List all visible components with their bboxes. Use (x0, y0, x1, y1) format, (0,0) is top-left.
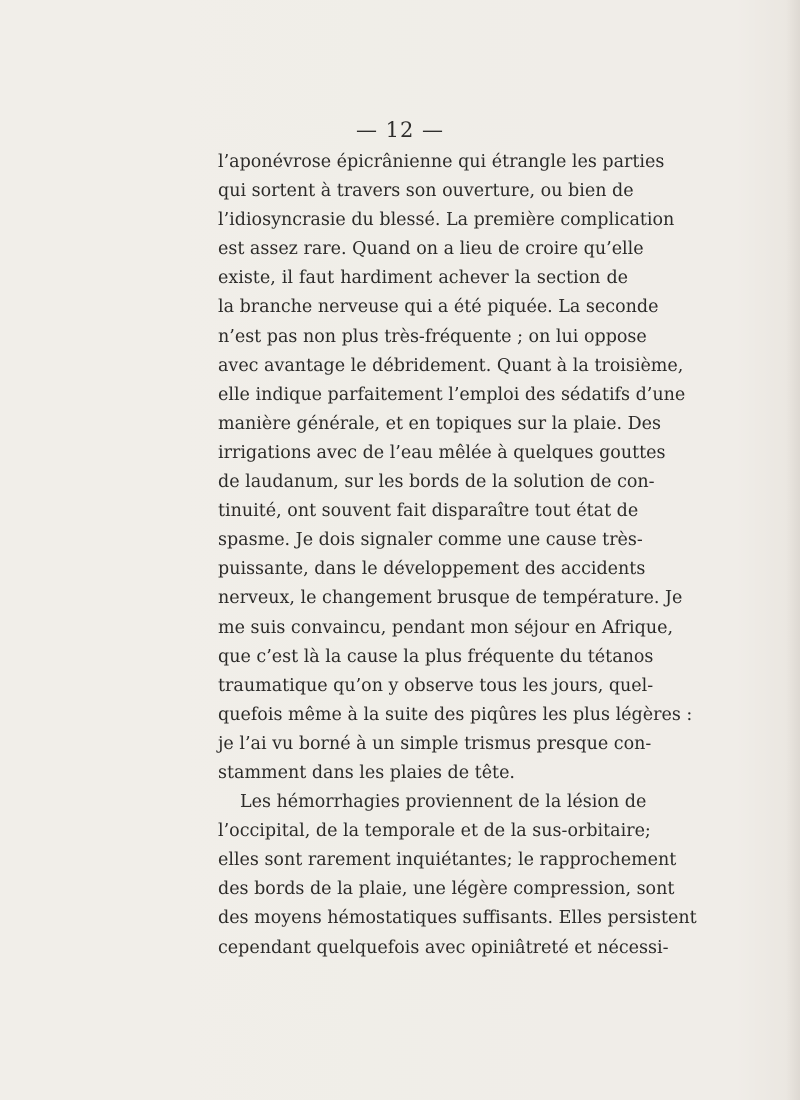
text-line: Les hémorrhagies proviennent de la lésion de (240, 792, 647, 813)
text-line: de laudanum, sur les bords de la solution de con- (218, 472, 655, 493)
text-line: stamment dans les plaies de tête. (218, 762, 515, 783)
text-line: la branche nerveuse qui a été piquée. La seconde (218, 297, 659, 318)
text-line: je l’ai vu borné à un simple trismus presque con- (218, 733, 652, 754)
text-line: des moyens hémostatiques suffisants. Elles persistent (218, 908, 697, 929)
text-line: avec avantage le débridement. Quant à la troisième, (218, 355, 684, 376)
text-line: n’est pas non plus très-fréquente ; on lui oppose (218, 326, 647, 347)
text-line: irrigations avec de l’eau mêlée à quelques gouttes (218, 442, 666, 463)
text-line: l’idiosyncrasie du blessé. La première complication (218, 210, 675, 231)
text-line: est assez rare. Quand on a lieu de croire qu’elle (218, 239, 644, 260)
text-line: spasme. Je dois signaler comme une cause très- (218, 530, 643, 551)
page-number: — 12 — (355, 118, 445, 142)
text-line: que c’est là la cause la plus fréquente du tétanos (218, 646, 654, 667)
text-line: elles sont rarement inquiétantes; le rapprochement (218, 850, 677, 871)
text-line: elle indique parfaitement l’emploi des sédatifs d’une (218, 384, 686, 405)
text-line: nerveux, le changement brusque de température. Je (218, 588, 683, 609)
text-line: tinuité, ont souvent fait disparaître tout état de (218, 501, 639, 522)
page-edge-shadow (786, 0, 800, 1100)
text-line: l’occipital, de la temporale et de la sus-orbitaire; (218, 821, 651, 842)
text-line: manière générale, et en topiques sur la plaie. Des (218, 413, 661, 434)
text-line: qui sortent à travers son ouverture, ou bien de (218, 181, 634, 202)
text-line: existe, il faut hardiment achever la section de (218, 268, 628, 289)
text-line: des bords de la plaie, une légère compression, sont (218, 879, 675, 900)
text-line: cependant quelquefois avec opiniâtreté et nécessi- (218, 937, 669, 958)
text-line: traumatique qu’on y observe tous les jours, quel- (218, 675, 654, 696)
text-line: puissante, dans le développement des accidents (218, 559, 646, 580)
body-text (218, 148, 697, 963)
text-line: me suis convaincu, pendant mon séjour en Afrique, (218, 617, 674, 638)
text-line: quefois même à la suite des piqûres les plus légères : (218, 704, 693, 725)
text-line: l’aponévrose épicrânienne qui étrangle les parties (218, 152, 665, 172)
